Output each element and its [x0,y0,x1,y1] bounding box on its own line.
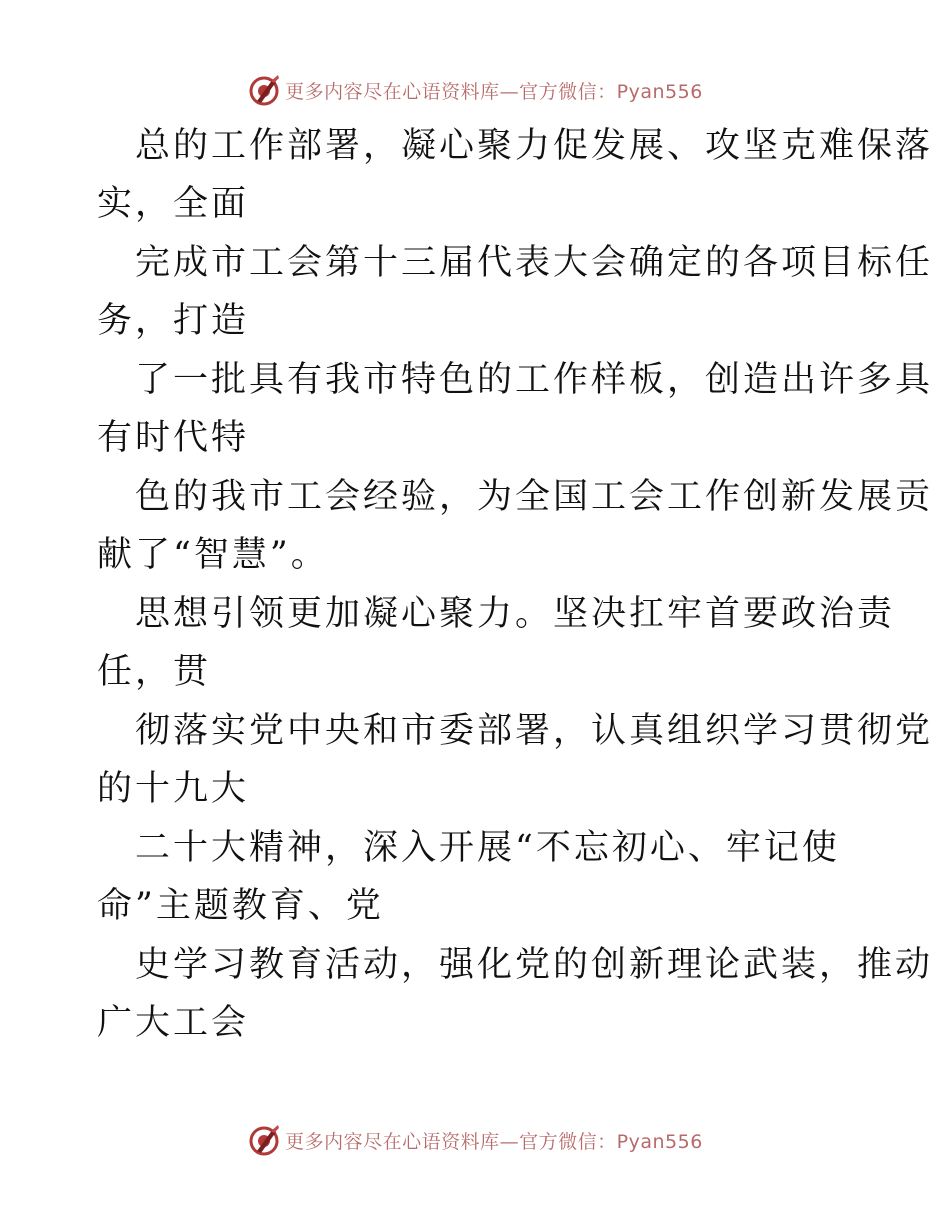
quill-seal-icon [247,1123,281,1157]
text-line: 了一批具有我市特色的工作样板，创造出许多具 [135,360,934,400]
text-line: 的十九大 [97,769,250,809]
text-line: 命”主题教育、党 [97,886,384,926]
text-line: 务，打造 [97,301,250,341]
quill-seal-icon [247,73,281,107]
text-line: 有时代特 [97,418,250,458]
text-line: 献了“智慧”。 [97,535,329,575]
text-line: 完成市工会第十三届代表大会确定的各项目标任 [135,243,934,283]
text-line: 总的工作部署，凝心聚力促发展、攻坚克难保落 [135,126,934,166]
text-line: 广大工会 [97,1003,250,1043]
text-line: 史学习教育活动，强化党的创新理论武装，推动 [135,945,934,985]
text-line: 任，贯 [97,652,212,692]
header-watermark [0,70,950,110]
text-line: 实，全面 [97,184,250,224]
watermark-text: 更多内容尽在心语资料库—官方微信：Pyan556 [285,1130,703,1153]
text-line: 二十大精神，深入开展“不忘初心、牢记使 [135,828,840,868]
watermark-text: 更多内容尽在心语资料库—官方微信：Pyan556 [285,80,703,103]
footer-watermark [0,1120,950,1160]
text-line: 彻落实党中央和市委部署，认真组织学习贯彻党 [135,711,934,751]
text-line: 色的我市工会经验，为全国工会工作创新发展贡 [135,477,934,517]
text-line: 思想引领更加凝心聚力。坚决扛牢首要政治责 [135,594,896,634]
